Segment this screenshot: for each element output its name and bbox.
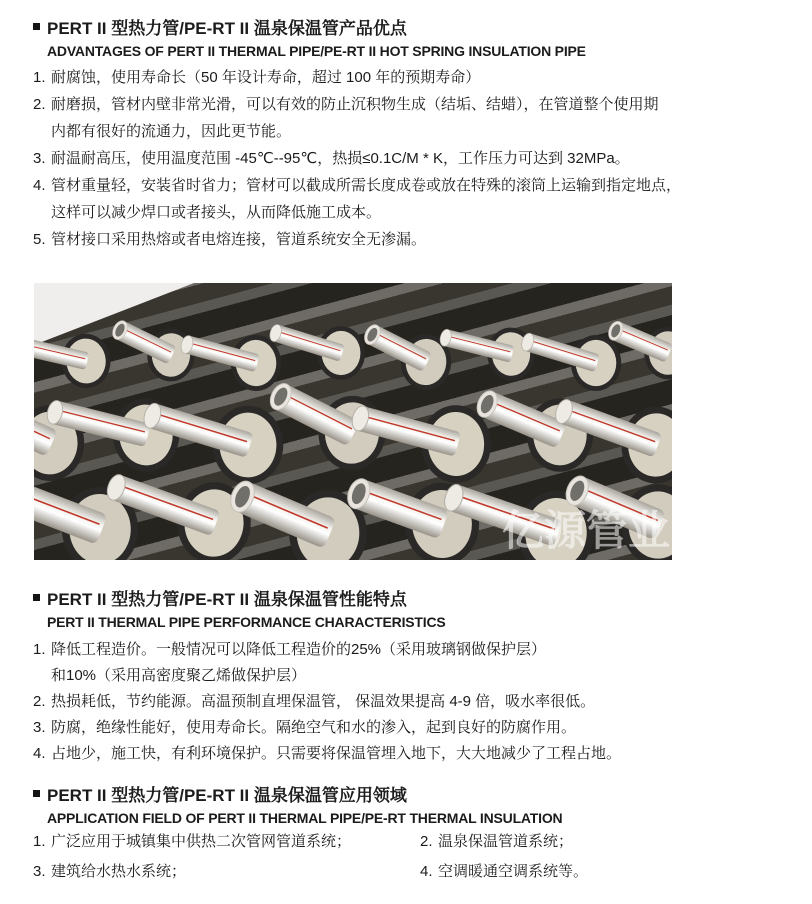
list-item (420, 862, 800, 882)
item-text: 和10%（采用高密度聚乙烯做保护层） (51, 667, 307, 684)
item-text: 温泉保温管道系统； (438, 833, 574, 850)
list-item (33, 91, 800, 145)
square-bullet-icon (33, 23, 40, 30)
list-item (33, 862, 420, 882)
list-item (33, 689, 800, 715)
item-number: 1. (33, 69, 46, 86)
item-text: 广泛应用于城镇集中供热二次管网管道系统； (51, 833, 352, 850)
item-number: 2. (33, 693, 46, 710)
list-item (33, 832, 420, 852)
item-number: 5. (33, 231, 46, 248)
list-item (33, 715, 800, 741)
section-title-row (33, 781, 792, 806)
list-item (33, 741, 800, 767)
section-title-zh: PERT II 型热力管/PE-RT II 温泉保温管应用领域 (47, 786, 407, 805)
item-number: 3. (33, 150, 46, 167)
item-number: 4. (420, 863, 433, 880)
section-performance-heading (33, 585, 792, 630)
item-text: 热损耗低，节约能源。高温预制直埋保温管， 保温效果提高 4-9 倍，吸水率很低。 (51, 693, 596, 710)
item-text: 耐磨损，管材内壁非常光滑，可以有效的防止沉积物生成（结垢、结蜡），在管道整个使用期 (51, 96, 659, 113)
section-application-heading (33, 781, 792, 826)
section-title-row (33, 585, 792, 610)
item-number: 4. (33, 177, 46, 194)
section-title-row (33, 14, 792, 39)
photo-watermark: 亿源管业 (502, 507, 671, 554)
item-text: 内都有很好的流通力，因此更节能。 (51, 123, 292, 140)
item-number: 4. (33, 745, 46, 762)
item-text: 建筑给水热水系统； (51, 863, 187, 880)
insulated-pipes-photo (34, 283, 672, 560)
item-number: 3. (33, 719, 46, 736)
section-title-zh: PERT II 型热力管/PE-RT II 温泉保温管产品优点 (47, 19, 407, 38)
item-text: 空调暖通空调系统等。 (438, 863, 589, 880)
item-number: 2. (33, 96, 46, 113)
item-text: 耐温耐高压，使用温度范围 -45℃--95℃，热损≤0.1C/M * K，工作压力可达到 32MPa。 (51, 150, 630, 167)
section-advantages-heading (33, 14, 792, 59)
item-text: 这样可以减少焊口或者接头，从而降低施工成本。 (51, 204, 382, 221)
item-number: 1. (33, 641, 46, 658)
list-item (33, 172, 800, 226)
list-item (420, 832, 800, 852)
pipes-illustration (34, 283, 672, 560)
item-text: 防腐，绝缘性能好，使用寿命长。隔绝空气和水的渗入，起到良好的防腐作用。 (51, 719, 577, 736)
application-list (33, 832, 800, 882)
item-text: 管材重量轻，安装省时省力；管材可以截成所需长度成卷或放在特殊的滚筒上运输到指定地点， (51, 177, 682, 194)
section-title-en: PERT II THERMAL PIPE PERFORMANCE CHARACTERISTICS (47, 614, 446, 630)
section-title-en: APPLICATION FIELD OF PERT II THERMAL PIPE/PE-RT THERMAL INSULATION (47, 810, 563, 826)
section-title-en: ADVANTAGES OF PERT II THERMAL PIPE/PE-RT II HOT SPRING INSULATION PIPE (47, 43, 586, 59)
item-text: 管材接口采用热熔或者电熔连接，管道系统安全无渗漏。 (51, 231, 427, 248)
performance-list (33, 637, 800, 767)
square-bullet-icon (33, 790, 40, 797)
list-item (33, 145, 800, 172)
item-number: 3. (33, 863, 46, 880)
section-title-zh: PERT II 型热力管/PE-RT II 温泉保温管性能特点 (47, 590, 407, 609)
item-text: 占地少，施工快，有利环境保护。只需要将保温管埋入地下，大大地减少了工程占地。 (51, 745, 622, 762)
item-number: 2. (420, 833, 433, 850)
list-item (33, 64, 800, 91)
square-bullet-icon (33, 594, 40, 601)
list-item (33, 226, 800, 253)
list-item (33, 637, 800, 689)
item-text: 降低工程造价。一般情况可以降低工程造价的25%（采用玻璃钢做保护层） (51, 641, 547, 658)
advantages-list (33, 64, 800, 253)
item-text: 耐腐蚀，使用寿命长（50 年设计寿命，超过 100 年的预期寿命） (51, 69, 481, 86)
item-number: 1. (33, 833, 46, 850)
